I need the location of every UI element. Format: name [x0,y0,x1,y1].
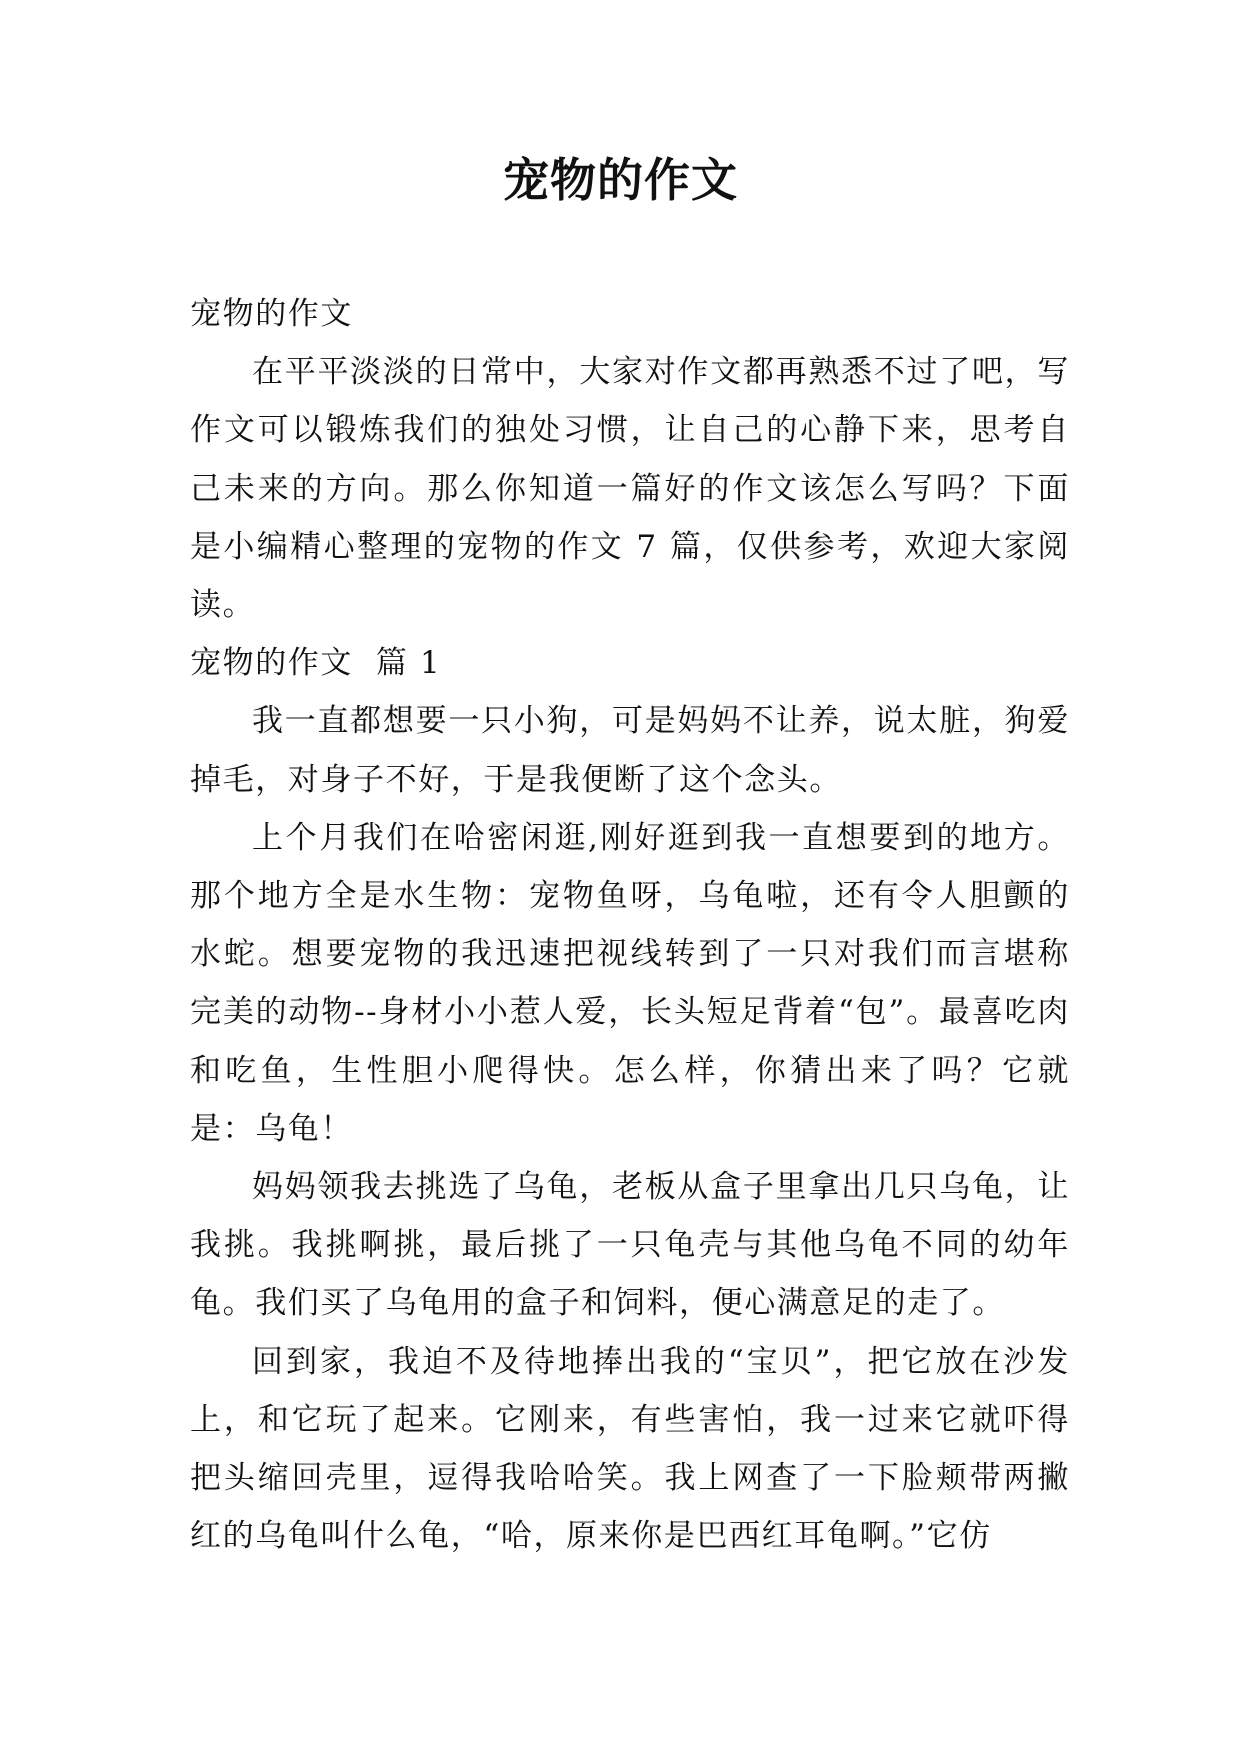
body-paragraph: 我一直都想要一只小狗，可是妈妈不让养，说太脏，狗爱掉毛，对身子不好，于是我便断了这个念头。 [190,703,1070,798]
body-paragraph: 回到家，我迫不及待地捧出我的“宝贝”，把它放在沙发上，和它玩了起来。它刚来，有些害怕，我一过来它就吓得把头缩回壳里，逗得我哈哈笑。我上网查了一下脸颊带两撇红的乌龟叫什么龟，“哈，原来你是巴西红耳龟啊。”它仿 [190,1343,1070,1555]
section-heading: 宠物的作文 [190,296,353,332]
document-title: 宠物的作文 [503,153,738,207]
document-body [190,285,1070,1565]
body-paragraph: 妈妈领我去挑选了乌龟，老板从盒子里拿出几只乌龟，让我挑。我挑啊挑，最后挑了一只龟壳与其他乌龟不同的幼年龟。我们买了乌龟用的盒子和饲料，便心满意足的走了。 [190,1169,1070,1322]
body-paragraph: 在平平淡淡的日常中，大家对作文都再熟悉不过了吧，写作文可以锻炼我们的独处习惯，让自己的心静下来，思考自己未来的方向。那么你知道一篇好的作文该怎么写吗？下面是小编精心整理的宠物的作文 7 篇，仅供参考，欢迎大家阅读。 [190,354,1070,624]
body-paragraph: 上个月我们在哈密闲逛,刚好逛到我一直想要到的地方。那个地方全是水生物：宠物鱼呀，乌龟啦，还有令人胆颤的水蛇。想要宠物的我迅速把视线转到了一只对我们而言堪称完美的动物--身材小小惹人爱，长头短足背着“包”。最喜吃肉和吃鱼，生性胆小爬得快。怎么样，你猜出来了吗？它就是：乌龟！ [190,819,1070,1147]
section-heading: 宠物的作文 篇 1 [190,645,442,682]
